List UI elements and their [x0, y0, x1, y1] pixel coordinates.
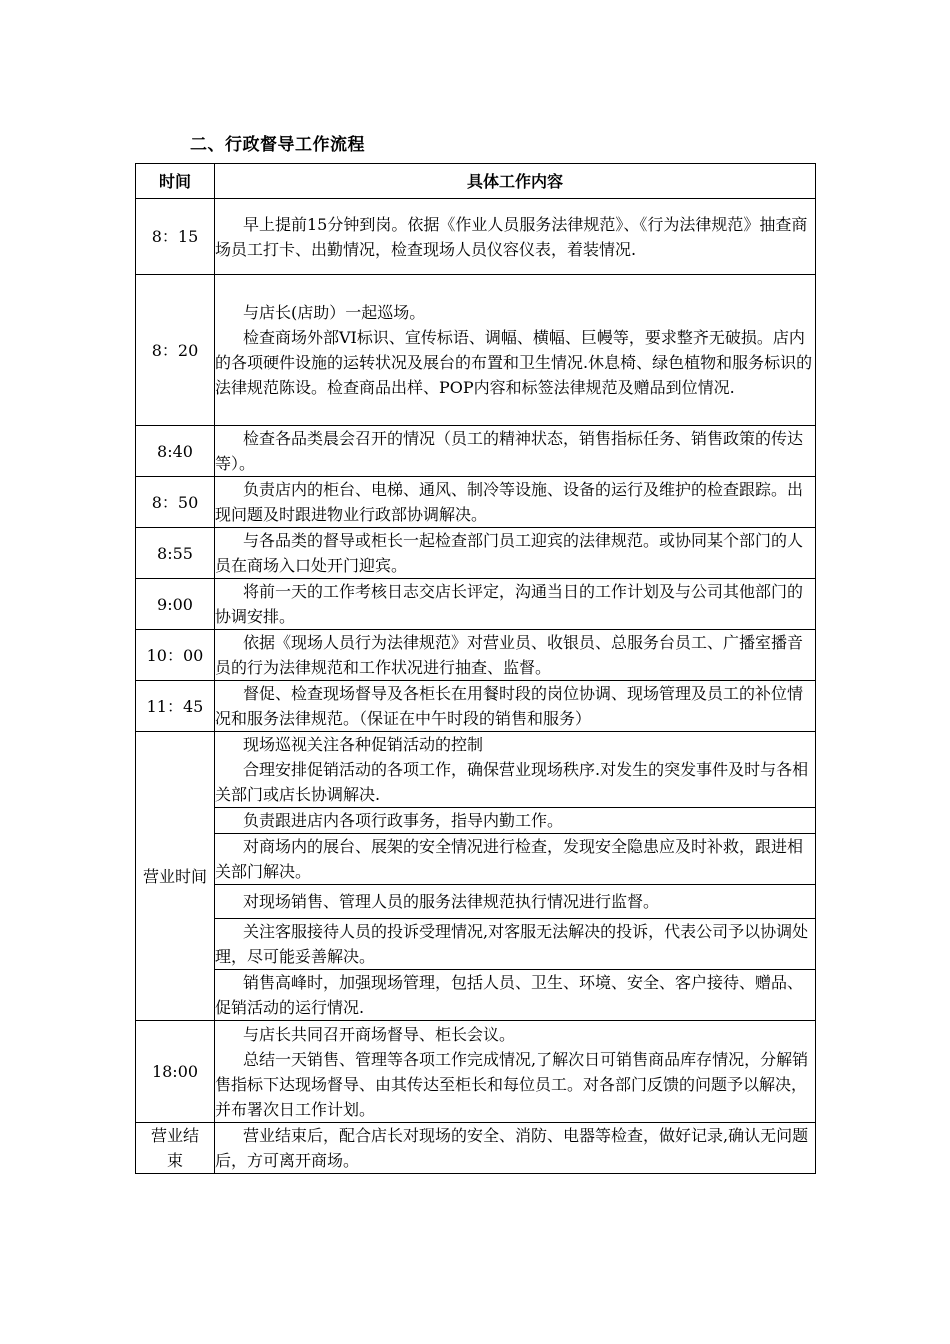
table-row: [136, 681, 816, 732]
row-content: [215, 477, 816, 528]
row-content: [215, 808, 816, 834]
table-row: [136, 477, 816, 528]
content-paragraph: 关注客服接待人员的投诉受理情况,对客服无法解决的投诉，代表公司予以协调处理，尽可能妥善解决。: [215, 922, 809, 966]
table-row: [136, 1021, 816, 1123]
row-content: [215, 834, 816, 885]
table-row: [136, 275, 816, 426]
row-content: [215, 970, 816, 1021]
content-paragraph: 现场巡视关注各种促销活动的控制: [243, 735, 484, 754]
content-paragraph: 对现场销售、管理人员的服务法律规范执行情况进行监督。: [243, 892, 660, 911]
row-content: [215, 579, 816, 630]
content-paragraph: 早上提前15分钟到岗。依据《作业人员服务法律规范》、《行为法律规范》抽查商场员工打卡、出勤情况，检查现场人员仪容仪表，着装情况.: [215, 214, 808, 259]
row-content: [215, 1021, 816, 1123]
table-row: [136, 885, 816, 919]
row-content: [215, 732, 816, 808]
content-paragraph: 督促、检查现场督导及各柜长在用餐时段的岗位协调、现场管理及员工的补位情况和服务法律规范。（保证在中午时段的销售和服务）: [215, 684, 804, 728]
content-paragraph: 销售高峰时，加强现场管理，包括人员、卫生、环境、安全、客户接待、赠品、促销活动的运行情况.: [215, 973, 804, 1017]
row-content: [215, 885, 816, 919]
content-paragraph: 合理安排促销活动的各项工作，确保营业现场秩序.对发生的突发事件及时与各相关部门或店长协调解决.: [215, 760, 809, 804]
table-row: [136, 1123, 816, 1174]
table-row: [136, 970, 816, 1021]
row-content: [215, 199, 816, 275]
row-content: [215, 528, 816, 579]
content-paragraph: 与各品类的督导或柜长一起检查部门员工迎宾的法律规范。或协同某个部门的人员在商场入口处开门迎宾。: [215, 531, 804, 575]
content-paragraph: 负责跟进店内各项行政事务，指导内勤工作。: [243, 811, 564, 830]
row-time: 8:40: [136, 426, 215, 477]
content-paragraph: 将前一天的工作考核日志交店长评定，沟通当日的工作计划及与公司其他部门的协调安排。: [215, 582, 804, 626]
content-paragraph: 对商场内的展台、展架的安全情况进行检查，发现安全隐患应及时补救，跟进相关部门解决。: [215, 837, 804, 881]
row-time: 8:55: [136, 528, 215, 579]
row-time: 8：20: [136, 275, 215, 426]
row-time: 18:00: [136, 1021, 215, 1123]
row-content: [215, 426, 816, 477]
row-time: 11：45: [136, 681, 215, 732]
table-row: [136, 426, 816, 477]
table-row: [136, 732, 816, 808]
table-row: [136, 199, 816, 275]
workflow-table: [135, 163, 816, 1174]
content-paragraph: 与店长(店助）一起巡场。: [243, 303, 426, 322]
section-title: 二、行政督导工作流程: [190, 135, 365, 155]
row-time: 8：15: [136, 199, 215, 275]
row-content: [215, 681, 816, 732]
header-content: 具体工作内容: [215, 164, 816, 199]
table-row: [136, 528, 816, 579]
content-paragraph: 检查商场外部VI标识、宣传标语、调幅、横幅、巨幔等，要求整齐无破损。店内的各项硬件设施的运转状况及展台的布置和卫生情况.休息椅、绿色植物和服务标识的法律规范陈设。检查商品出样、POP内容和标签法律规范及赠品到位情况.: [215, 328, 813, 397]
row-content: [215, 630, 816, 681]
table-row: [136, 579, 816, 630]
row-time: 营业结束: [136, 1123, 215, 1174]
content-paragraph: 与店长共同召开商场督导、柜长会议。: [243, 1024, 516, 1044]
row-time: 9:00: [136, 579, 215, 630]
row-content: [215, 919, 816, 970]
row-time-business: 营业时间: [136, 732, 215, 1021]
table-row: [136, 630, 816, 681]
header-time: 时间: [136, 164, 215, 199]
content-paragraph: 检查各品类晨会召开的情况（员工的精神状态，销售指标任务、销售政策的传达等）。: [215, 429, 804, 473]
table-row: [136, 919, 816, 970]
row-time: 10：00: [136, 630, 215, 681]
content-paragraph: 总结一天销售、管理等各项工作完成情况,了解次日可销售商品库存情况，分解销售指标下达现场督导、由其传达至柜长和每位员工。对各部门反馈的问题予以解决，并布署次日工作计划。: [215, 1049, 809, 1119]
content-paragraph: 负责店内的柜台、电梯、通风、制冷等设施、设备的运行及维护的检查跟踪。出现问题及时跟进物业行政部协调解决。: [215, 480, 804, 524]
row-time: 8：50: [136, 477, 215, 528]
content-paragraph: 依据《现场人员行为法律规范》对营业员、收银员、总服务台员工、广播室播音员的行为法律规范和工作状况进行抽查、监督。: [215, 633, 804, 677]
row-content: [215, 1123, 816, 1174]
table-header-row: [136, 164, 816, 199]
content-paragraph: 营业结束后，配合店长对现场的安全、消防、电器等检查，做好记录,确认无问题后，方可离开商场。: [215, 1126, 809, 1170]
table-row: [136, 808, 816, 834]
row-content: [215, 275, 816, 426]
table-row: [136, 834, 816, 885]
